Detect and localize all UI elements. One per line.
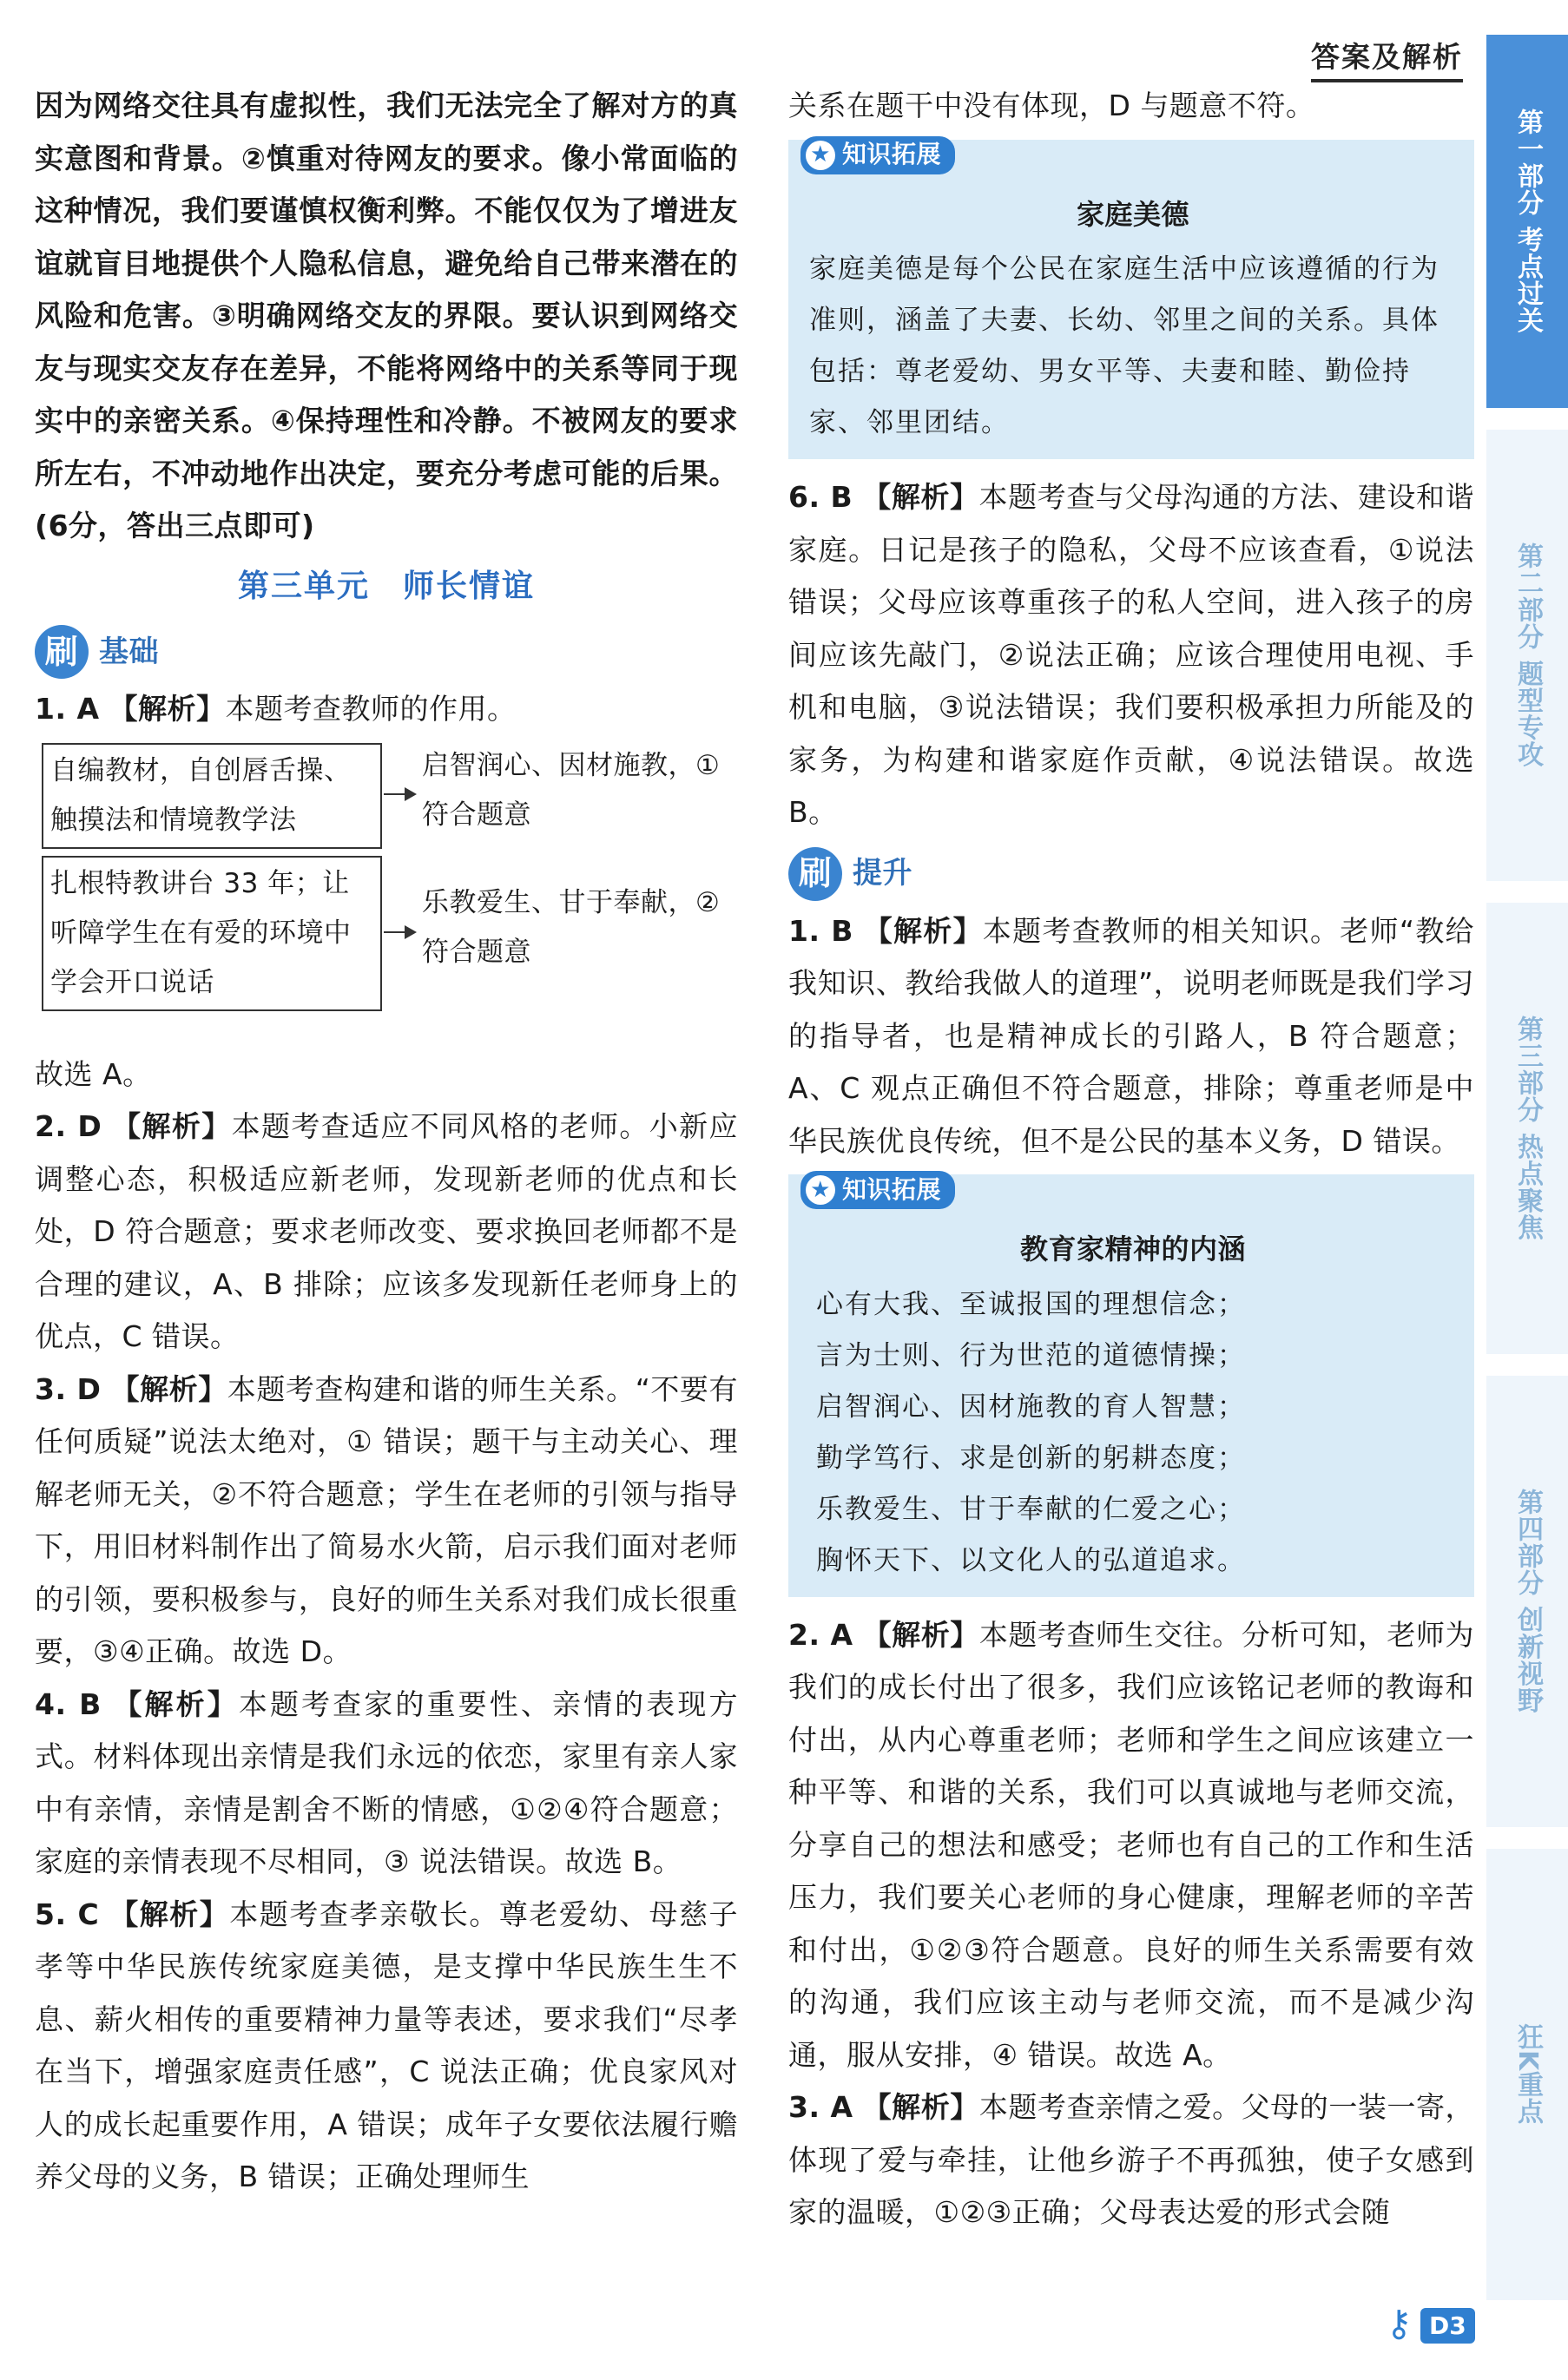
side-tab-focus[interactable] [1486, 1849, 1568, 2300]
answer-text: 本题考查亲情之爱。父母的一装一寄，体现了爱与牵挂，让他乡游子不再孤独，使子女感到家的温暖，①②③正确；父母表达爱的形式会随 [788, 2090, 1475, 2229]
extension-tag-label: 知识拓展 [842, 1174, 942, 1204]
answer-p2 [788, 1609, 1474, 2082]
flow-box: 扎根特教讲台 33 年；让听障学生在有爱的环境中学会开口说话 [42, 856, 382, 1011]
answer-q2 [35, 1101, 738, 1364]
right-column [788, 80, 1474, 2239]
section-basic-header [35, 621, 738, 683]
answer-p3 [788, 2081, 1474, 2239]
section-label: 提升 [853, 856, 912, 891]
side-tab-label: 第三部分 热点聚焦 [1512, 1016, 1543, 1241]
answer-p1 [788, 905, 1474, 1168]
analysis-tag: 【解析】 [862, 1617, 979, 1652]
flow-arrow [384, 931, 415, 933]
side-tab-label: 第二部分 题型专攻 [1512, 542, 1543, 768]
extension-tag-label: 知识拓展 [842, 140, 942, 169]
page-header-title: 答案及解析 [1311, 35, 1463, 82]
knowledge-extension-box [788, 1174, 1474, 1597]
answer-number: 1. B [788, 913, 853, 948]
answer-text: 本题考查教师的作用。 [225, 692, 517, 726]
side-tab-label: 第一部分 考点过关 [1512, 108, 1543, 334]
page-footer [1386, 2302, 1475, 2349]
q1-conclusion: 故选 A。 [35, 1056, 152, 1091]
flow-result: 乐教爱生、甘于奉献，②符合题意 [422, 886, 721, 968]
side-tab-part3[interactable] [1486, 903, 1568, 1354]
intro-paragraph: 因为网络交往具有虚拟性，我们无法完全了解对方的真实意图和背景。②慎重对待网友的要求。像小常面临的这种情况，我们要谨慎权衡利弊。不能仅仅为了增进友谊就盲目地提供个人隐私信息，避免给自己带来潜在的风险和危害。③明确网络交友的界限。要认识到网络交友与现实交友存在差异，不能将网络中的关系等同于现实中的亲密关系。④保持理性和冷静。不被网友的要求所左右，不冲动地作出决定，要充分考虑可能的后果。(6分，答出三点即可) [35, 89, 738, 542]
answer-number: 3. D [35, 1371, 102, 1406]
answer-text: 本题考查构建和谐的师生关系。“不要有任何质疑”说法太绝对，① 错误；题干与主动关心、理解老师无关，②不符合题意；学生在老师的引领与指导下，用旧材料制作出了简易水火箭，启示我们面对老师的引领，要积极参与，良好的师生关系对我们成长很重要，③④正确。故选 D。 [35, 1371, 738, 1668]
answer-text: 本题考查师生交往。分析可知，老师为我们的成长付出了很多，我们应该铭记老师的教诲和付出，从内心尊重老师；老师和学生之间应该建立一种平等、和谐的关系，我们可以真诚地与老师交流，分享自己的想法和感受；老师也有自己的工作和生活压力，我们要关心老师的身心健康，理解老师的辛苦和付出，①②③符合题意。良好的师生关系需要有效的沟通，我们应该主动与老师交流，而不是减少沟通，服从安排，④ 错误。故选 A。 [788, 1617, 1475, 2072]
knowledge-extension-box [788, 140, 1474, 460]
answer-q4 [35, 1679, 738, 1889]
answer-number: 6. B [788, 480, 853, 514]
answer-text: 本题考查适应不同风格的老师。小新应调整心态，积极适应新老师，发现新老师的优点和长处，D 符合题意；要求老师改变、要求换回老师都不是合理的建议，A、B 排除；应该多发现新任老师身上的优点，C 错误。 [35, 1109, 738, 1353]
extension-tag [800, 1171, 955, 1209]
star-icon: ★ [806, 1175, 835, 1205]
analysis-tag: 【解析】 [109, 1897, 230, 1931]
answer-number: 1. A [35, 692, 100, 726]
analysis-tag: 【解析】 [863, 913, 983, 948]
brush-icon: 刷 [35, 625, 89, 679]
flow-arrow [384, 793, 415, 795]
answer-q1 [35, 683, 738, 736]
section-label: 基础 [99, 634, 159, 669]
answer-number: 5. C [35, 1897, 100, 1931]
answer-text: 本题考查与父母沟通的方法、建设和谐家庭。日记是孩子的隐私，父母不应该查看，①说法错误；父母应该尊重孩子的私人空间，进入孩子的房间应该先敲门，②说法正确；应该合理使用电视、手机和电脑，③说法错误；我们要积极承担力所能及的家务，为构建和谐家庭作贡献，④说法错误。故选 B。 [788, 480, 1475, 829]
answer-number: 3. A [788, 2090, 853, 2124]
answer-q5 [35, 1889, 738, 2204]
analysis-tag: 【解析】 [862, 2090, 979, 2124]
extension-line: 言为士则、行为世范的道德情操； [816, 1339, 1246, 1371]
analysis-tag: 【解析】 [113, 1686, 239, 1721]
extension-line: 启智润心、因材施教的育人智慧； [816, 1391, 1246, 1423]
answer-text: 本题考查孝亲敬长。尊老爱幼、母慈子孝等中华民族传统家庭美德，是支撑中华民族生生不息、薪火相传的重要精神力量等表述，要求我们“尽孝在当下，增强家庭责任感”，C 说法正确；优良家风对人的成长起重要作用，A 错误；成年子女要依法履行赡养父母的义务，B 错误；正确处理师生 [35, 1897, 739, 2193]
answer-text: 本题考查教师的相关知识。老师“教给我知识、教给我做人的道理”，说明老师既是我们学习的指导者，也是精神成长的引路人，B 符合题意；A、C 观点正确但不符合题意，排除；尊重老师是中华民族优良传统，但不是公民的基本义务，D 错误。 [788, 913, 1475, 1158]
side-tab-label: 第四部分 创新视野 [1512, 1489, 1543, 1714]
section-advanced-header [788, 843, 1474, 905]
q1-flow-diagram [35, 736, 738, 1049]
unit-title: 第三单元 师长情谊 [237, 567, 535, 604]
extension-title: 教育家精神的内涵 [1019, 1233, 1246, 1266]
answer-q3 [35, 1364, 738, 1679]
extension-body [809, 1279, 1457, 1587]
extension-line: 勤学笃行、求是创新的躬耕态度； [816, 1442, 1246, 1474]
answer-q6 [788, 471, 1474, 839]
answer-number: 4. B [35, 1686, 102, 1721]
analysis-tag: 【解析】 [109, 692, 226, 726]
extension-body: 家庭美德是每个公民在家庭生活中应该遵循的行为准则，涵盖了夫妻、长幼、邻里之间的关系。具体包括：尊老爱幼、男女平等、夫妻和睦、勤俭持家、邻里团结。 [809, 253, 1440, 438]
key-icon: ⚷ [1386, 2302, 1413, 2344]
flow-box: 自编教材，自创唇舌操、触摸法和情境教学法 [42, 743, 382, 849]
analysis-tag: 【解析】 [862, 480, 979, 514]
answer-number: 2. D [35, 1109, 102, 1143]
brush-icon: 刷 [788, 847, 842, 901]
continued-text: 关系在题干中没有体现，D 与题意不符。 [788, 89, 1315, 122]
star-icon: ★ [806, 141, 835, 170]
answer-number: 2. A [788, 1617, 853, 1652]
extension-line: 胸怀天下、以文化人的弘道追求。 [816, 1544, 1246, 1576]
page-number: D3 [1420, 2308, 1475, 2344]
side-tab-label: 狂K重点 [1512, 2023, 1543, 2126]
extension-line: 乐教爱生、甘于奉献的仁爱之心； [816, 1493, 1246, 1525]
extension-line: 心有大我、至诚报国的理想信念； [816, 1288, 1246, 1320]
analysis-tag: 【解析】 [110, 1371, 227, 1406]
side-tab-part4[interactable] [1486, 1376, 1568, 1827]
left-column [35, 80, 738, 2204]
analysis-tag: 【解析】 [112, 1109, 232, 1143]
answer-text: 本题考查家的重要性、亲情的表现方式。材料体现出亲情是我们永远的依恋，家里有亲人家中有亲情，亲情是割舍不断的情感，①②④符合题意；家庭的亲情表现不尽相同，③ 说法错误。故选 B。 [35, 1686, 739, 1878]
side-tab-part1[interactable] [1486, 35, 1568, 408]
side-tab-part2[interactable] [1486, 430, 1568, 881]
flow-result: 启智润心、因材施教，①符合题意 [422, 749, 721, 831]
extension-title: 家庭美德 [1076, 197, 1189, 231]
extension-tag [800, 136, 955, 174]
